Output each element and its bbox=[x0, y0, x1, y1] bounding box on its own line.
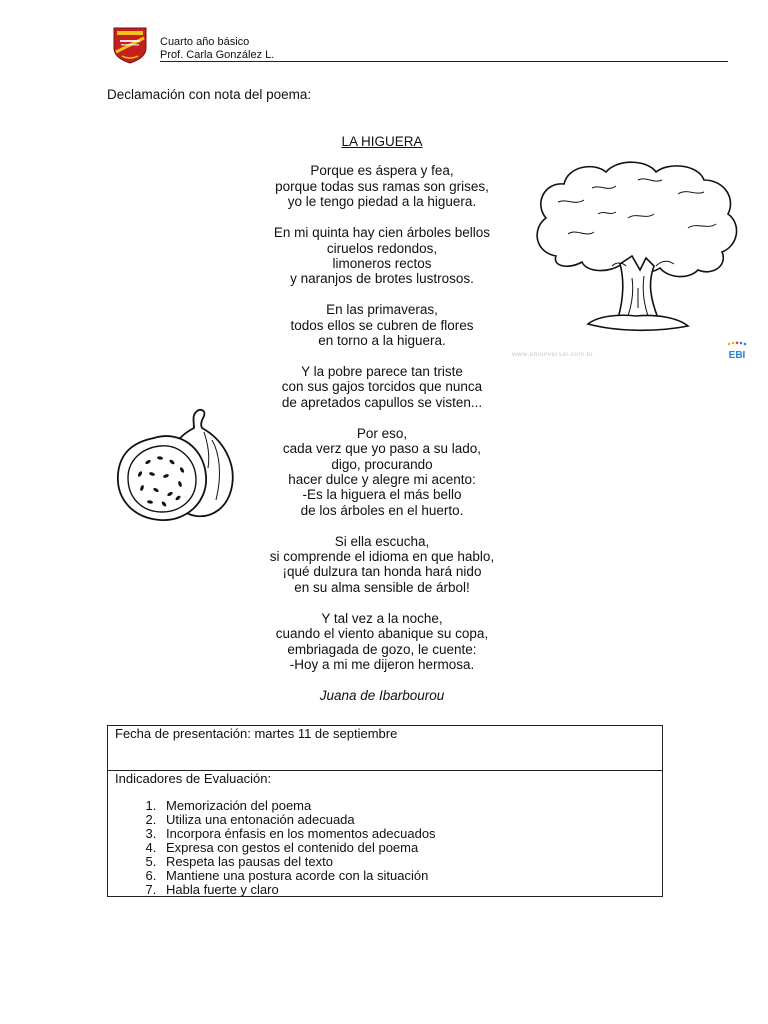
indicators-heading: Indicadores de Evaluación: bbox=[115, 771, 272, 786]
poem-line: digo, procurando bbox=[331, 456, 433, 472]
poem-line: hacer dulce y alegre mi acento: bbox=[288, 471, 476, 487]
poem-line: Por eso, bbox=[356, 425, 408, 441]
poem-line: cada verz que yo paso a su lado, bbox=[282, 441, 482, 457]
indicator-item: 3. Incorpora énfasis en los momentos adecuados bbox=[160, 827, 655, 841]
poem-line: porque todas sus ramas son grises, bbox=[275, 178, 489, 194]
poem-stanza bbox=[232, 364, 532, 410]
poem-author: Juana de Ibarbourou bbox=[319, 687, 445, 703]
poem-line: -Es la higuera el más bello bbox=[302, 487, 462, 503]
indicator-item: 6. Mantiene una postura acorde con la situación bbox=[160, 869, 655, 883]
poem-line: cuando el viento abanique su copa, bbox=[275, 626, 489, 642]
poem-stanza bbox=[232, 534, 532, 596]
poem-line: ciruelos redondos, bbox=[326, 240, 438, 256]
poem-stanza bbox=[232, 225, 532, 287]
poem-line: de los árboles en el huerto. bbox=[300, 502, 464, 518]
poem-line: Y la pobre parece tan triste bbox=[301, 363, 463, 379]
indicator-list bbox=[115, 799, 655, 897]
poem-line: -Hoy a mi me dijeron hermosa. bbox=[289, 656, 475, 672]
evaluation-box bbox=[107, 725, 663, 897]
poem-line: yo le tengo piedad a la higuera. bbox=[287, 194, 477, 210]
poem-line: Si ella escucha, bbox=[334, 533, 430, 549]
indicator-item: 1. Memorización del poema bbox=[160, 799, 655, 813]
poem-stanza bbox=[232, 611, 532, 673]
poem-line: Y tal vez a la noche, bbox=[321, 610, 443, 626]
header-divider bbox=[160, 61, 728, 62]
evaluation-indicators bbox=[108, 771, 662, 897]
poem-line: limoneros rectos bbox=[332, 255, 432, 271]
tree-drawing-icon bbox=[528, 158, 744, 338]
poem-line: embriagada de gozo, le cuente: bbox=[287, 641, 477, 657]
indicator-item: 5. Respeta las pausas del texto bbox=[160, 855, 655, 869]
presentation-date: Fecha de presentación: martes 11 de septiembre bbox=[108, 726, 662, 771]
poem-line: Porque es áspera y fea, bbox=[310, 163, 454, 179]
poem-line: en torno a la higuera. bbox=[318, 333, 446, 349]
fig-drawing-icon bbox=[104, 404, 252, 524]
ebi-logo bbox=[725, 341, 749, 361]
poem-line: En las primaveras, bbox=[326, 302, 438, 318]
poem bbox=[232, 134, 532, 703]
poem-line: y naranjos de brotes lustrosos. bbox=[290, 271, 474, 287]
header-grade: Cuarto año básico bbox=[160, 36, 250, 48]
poem-title: LA HIGUERA bbox=[341, 134, 423, 149]
poem-stanza bbox=[232, 426, 532, 518]
poem-stanza bbox=[232, 302, 532, 348]
ebi-brand: EBI bbox=[728, 350, 746, 361]
header-teacher: Prof. Carla González L. bbox=[160, 49, 275, 61]
poem-line: en su alma sensible de árbol! bbox=[294, 579, 470, 595]
document-header bbox=[160, 36, 274, 62]
intro-text: Declamación con nota del poema: bbox=[107, 87, 312, 102]
poem-line: En mi quinta hay cien árboles bellos bbox=[273, 225, 491, 241]
poem-line: con sus gajos torcidos que nunca bbox=[281, 379, 483, 395]
indicator-item: 7. Habla fuerte y claro bbox=[160, 883, 655, 897]
poem-line: todos ellos se cubren de flores bbox=[290, 317, 474, 333]
indicator-item: 2. Utiliza una entonación adecuada bbox=[160, 813, 655, 827]
poem-line: ¡qué dulzura tan honda hará nido bbox=[282, 564, 482, 580]
poem-line: si comprende el idioma en que hablo, bbox=[269, 549, 495, 565]
tree-credit: www.ebiunversal.com.br bbox=[512, 351, 594, 358]
poem-line: de apretados capullos se visten... bbox=[281, 394, 483, 410]
school-logo bbox=[112, 26, 148, 64]
indicator-item: 4. Expresa con gestos el contenido del poema bbox=[160, 841, 655, 855]
poem-stanza bbox=[232, 163, 532, 209]
